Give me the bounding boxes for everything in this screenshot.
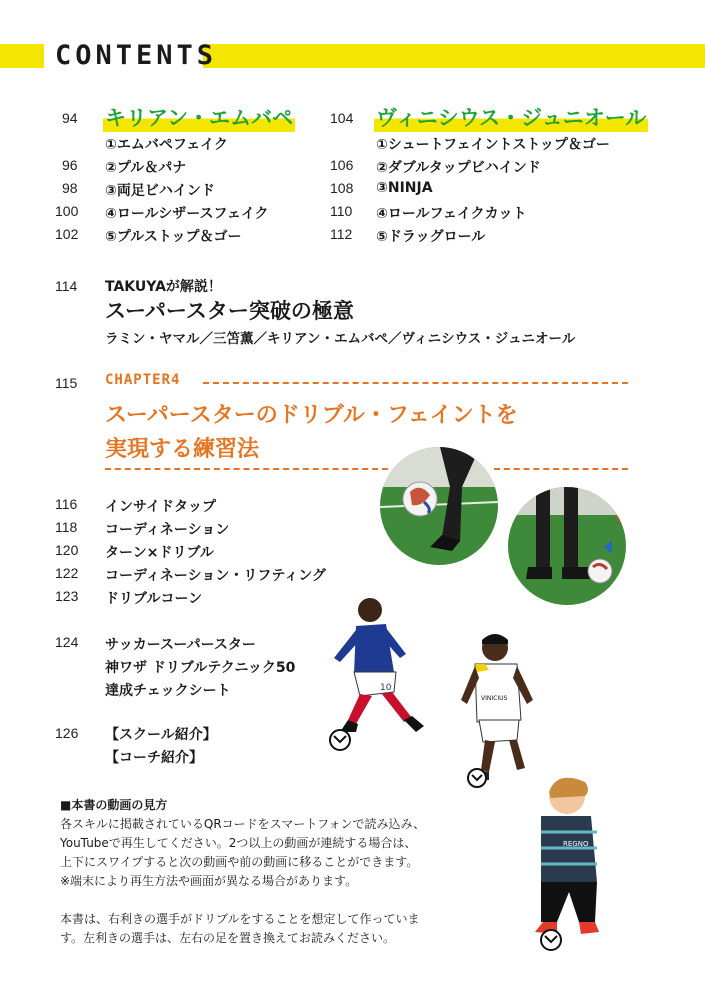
chapter-divider-bottom-left [105, 468, 388, 470]
player1-page[interactable]: 94 [62, 110, 78, 126]
practice-photo-1-image [380, 447, 498, 565]
chapter-title-line2[interactable]: 実現する練習法 [105, 437, 260, 462]
practice-photo-1 [380, 447, 498, 565]
player1-item[interactable]: ④ロールシザースフェイク [105, 206, 269, 222]
checksheet-line2[interactable]: 神ワザ ドリブルテクニック50 [105, 660, 296, 676]
header-band-left [0, 44, 44, 68]
practice-photo-2-image [508, 487, 626, 605]
chapter-label[interactable]: CHAPTER4 [105, 372, 181, 388]
player2-item-page[interactable]: 112 [330, 226, 353, 242]
footer-line: す。左利きの選手は、左右の足を置き換えてお読みください。 [60, 931, 396, 945]
player1-name[interactable]: キリアン・エムバペ [103, 102, 295, 132]
checksheet-page[interactable]: 124 [55, 634, 79, 650]
coach-illustration [505, 772, 615, 952]
practice-photo-2 [508, 487, 626, 605]
player1-item-page[interactable]: 100 [55, 203, 79, 219]
player1-item-page[interactable]: 102 [55, 226, 79, 242]
header-band-right [203, 44, 705, 68]
player1-item[interactable]: ③両足ビハインド [105, 183, 215, 199]
coach-intro[interactable]: 【コーチ紹介】 [105, 750, 203, 766]
vinicius-shirt-text: VINICIUS [481, 695, 508, 702]
drill-page[interactable]: 116 [55, 496, 78, 512]
drill-item[interactable]: ドリブルコーン [105, 591, 203, 607]
mbappe-illustration [320, 592, 440, 752]
drill-item[interactable]: インサイドタップ [105, 499, 217, 515]
coach-shirt-text: REGNO [563, 840, 589, 848]
player1-item[interactable]: ②プル＆パナ [105, 160, 187, 176]
drill-item[interactable]: ターン×ドリブル [105, 545, 214, 561]
notes-line: ※端末により再生方法や画面が異なる場合があります。 [60, 874, 358, 888]
takuya-subtitle[interactable]: ラミン・ヤマル／三笘薫／キリアン・エムバペ／ヴィニシウス・ジュニオール [105, 331, 576, 347]
takuya-page[interactable]: 114 [55, 278, 78, 294]
chapter-page[interactable]: 115 [55, 375, 78, 391]
mbappe-number: 10 [380, 683, 392, 693]
player2-name[interactable]: ヴィニシウス・ジュニオール [374, 102, 648, 132]
player2-item[interactable]: ①シュートフェイントストップ＆ゴー [376, 137, 610, 153]
player2-item[interactable]: ②ダブルタップビハインド [376, 160, 541, 176]
notes-line: 上下にスワイプすると次の動画や前の動画に移ることができます。 [60, 855, 419, 869]
player1-item[interactable]: ⑤プルストップ＆ゴー [105, 229, 242, 245]
player2-item[interactable]: ③NINJA [376, 180, 433, 196]
player2-item-page[interactable]: 108 [330, 180, 354, 196]
school-page[interactable]: 126 [55, 725, 79, 741]
drill-page[interactable]: 118 [55, 519, 78, 535]
drill-page[interactable]: 123 [55, 588, 79, 604]
player2-item[interactable]: ④ロールフェイクカット [376, 206, 527, 222]
player2-item-page[interactable]: 110 [330, 203, 353, 219]
drill-page[interactable]: 122 [55, 565, 79, 581]
player2-page[interactable]: 104 [330, 110, 354, 126]
school-intro[interactable]: 【スクール紹介】 [105, 727, 217, 743]
chapter-title-line1[interactable]: スーパースターのドリブル・フェイントを [105, 403, 518, 428]
checksheet-line3[interactable]: 達成チェックシート [105, 683, 231, 699]
chapter-divider-bottom-right [494, 468, 628, 470]
player1-item[interactable]: ①エムバペフェイク [105, 137, 228, 153]
takuya-title[interactable]: スーパースター突破の極意 [105, 299, 354, 323]
player2-item[interactable]: ⑤ドラッグロール [376, 229, 486, 245]
drill-page[interactable]: 120 [55, 542, 79, 558]
footer-line: 本書は、右利きの選手がドリブルをすることを想定して作っていま [60, 912, 420, 926]
checksheet-line1[interactable]: サッカースーパースター [105, 637, 256, 653]
player1-item-page[interactable]: 98 [62, 180, 78, 196]
vinicius-illustration [455, 630, 545, 790]
player2-item-page[interactable]: 106 [330, 157, 354, 173]
player1-item-page[interactable]: 96 [62, 157, 78, 173]
notes-heading: ■本書の動画の見方 [60, 798, 168, 812]
takuya-intro[interactable]: TAKUYAが解説！ [105, 279, 222, 295]
notes-line: 各スキルに掲載されているQRコードをスマートフォンで読み込み、 [60, 817, 426, 831]
chapter-divider-top [203, 382, 628, 384]
drill-item[interactable]: コーディネーション・リフティング [105, 568, 326, 584]
drill-item[interactable]: コーディネーション [105, 522, 230, 538]
page-title: CONTENTS [55, 40, 218, 71]
notes-line: YouTubeで再生してください。2つ以上の動画が連続する場合は、 [60, 836, 417, 850]
